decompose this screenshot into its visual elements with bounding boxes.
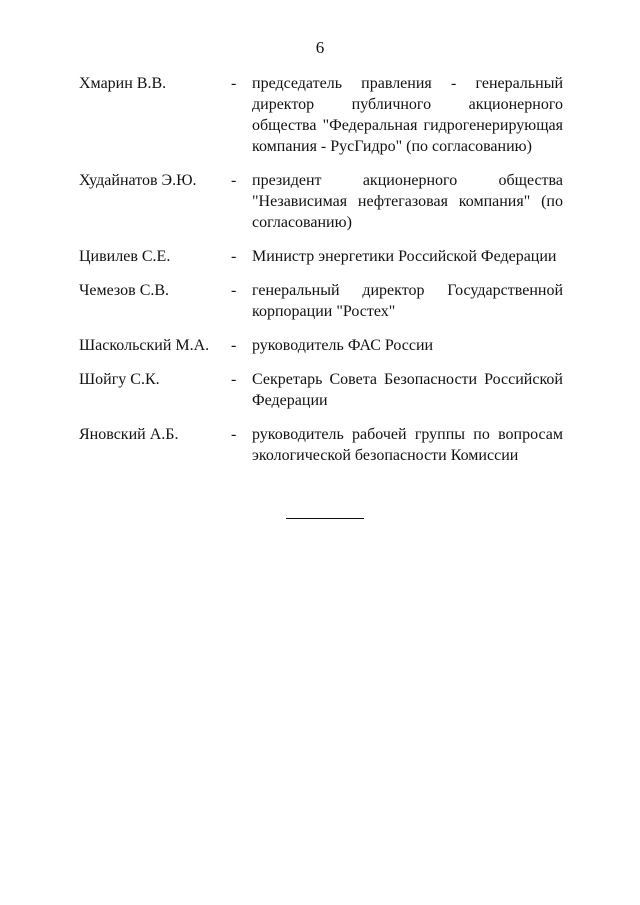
member-name: Шаскольский М.А. — [79, 337, 210, 354]
dash-separator: - — [231, 75, 237, 92]
list-item — [79, 280, 563, 322]
dash-separator: - — [231, 337, 237, 354]
dash-separator: - — [231, 172, 237, 189]
member-role: Министр энергетики Российской Федерации — [252, 248, 557, 265]
member-name: Яновский А.Б. — [79, 426, 179, 443]
list-item — [79, 335, 563, 356]
member-list — [79, 73, 563, 466]
dash-separator: - — [231, 248, 237, 265]
dash-separator: - — [231, 371, 237, 388]
end-separator-line — [286, 518, 364, 519]
member-role: председатель правления - генеральный директор публичного акционерного общества "Федеральная гидрогенерирующая компания - РусГидро" (по согласованию) — [252, 75, 563, 155]
list-item — [79, 246, 563, 267]
member-role: генеральный директор Государственной корпорации "Ростех" — [252, 282, 563, 320]
list-item — [79, 424, 563, 466]
member-name: Худайнатов Э.Ю. — [79, 172, 197, 189]
member-role: руководитель рабочей группы по вопросам экологической безопасности Комиссии — [252, 426, 563, 464]
member-name: Шойгу С.К. — [79, 371, 160, 388]
list-item — [79, 369, 563, 411]
list-item — [79, 73, 563, 157]
member-role: Секретарь Совета Безопасности Российской Федерации — [252, 371, 563, 409]
member-role: президент акционерного общества "Независимая нефтегазовая компания" (по согласованию) — [252, 172, 563, 231]
page-number: 6 — [315, 38, 325, 57]
list-item — [79, 170, 563, 233]
member-name: Цивилев С.Е. — [79, 248, 171, 265]
member-name: Чемезов С.В. — [79, 282, 170, 299]
dash-separator: - — [231, 426, 237, 443]
dash-separator: - — [231, 282, 237, 299]
member-role: руководитель ФАС России — [252, 337, 434, 354]
member-name: Хмарин В.В. — [79, 75, 167, 92]
